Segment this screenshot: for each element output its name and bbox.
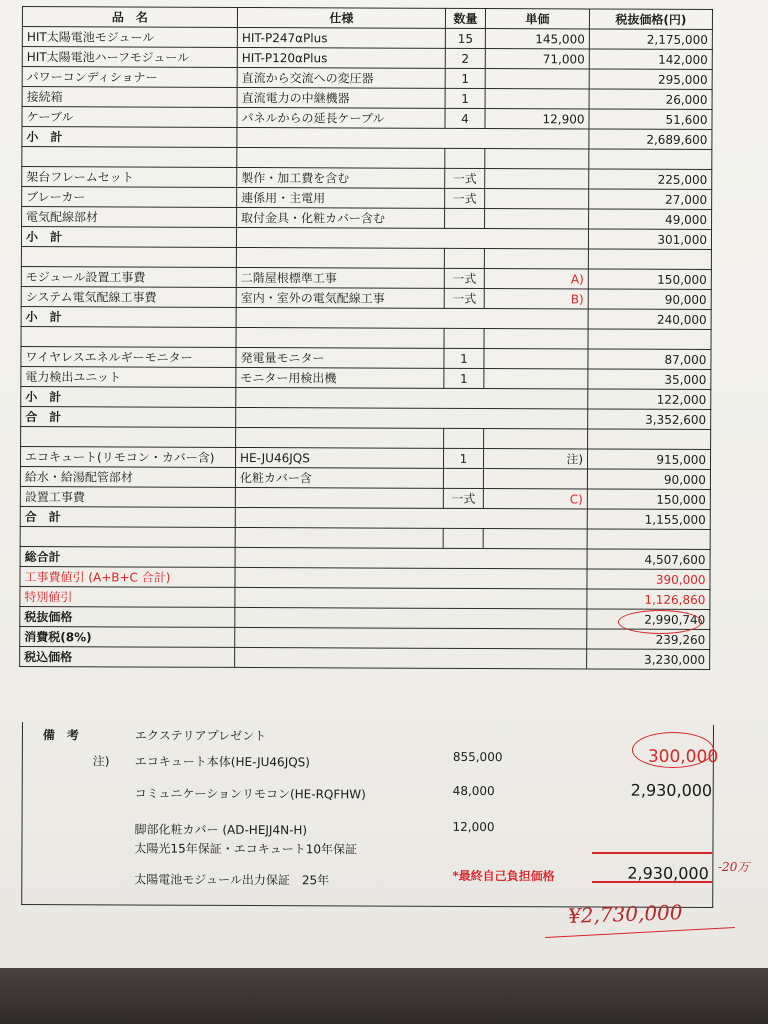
remark-present-value: 300,000 [647,746,719,768]
summary-label: 税込価格 [20,646,235,667]
spacer-cell [22,147,237,168]
item-unit-price: 12,900 [485,109,589,129]
spacer-cell [485,149,589,169]
item-qty [445,208,485,228]
item-spec: HE-JU46JQS [235,447,443,468]
item-unit-price [483,469,587,489]
item-qty: 一式 [444,288,484,308]
summary-label: 総合計 [20,546,235,567]
handwritten-underline [545,927,735,938]
item-qty: 一式 [445,168,485,188]
summary-value: 2,990,740 [587,609,710,630]
item-name: ブレーカー [22,187,237,208]
item-spec: 直流電力の中継機器 [237,87,445,108]
summary-value: 122,000 [588,389,711,410]
item-unit-price: B) [484,289,588,309]
header-name: 品 名 [22,7,237,28]
spacer-cell [483,529,587,549]
spacer-cell [444,428,484,448]
spacer-cell [236,247,444,268]
summary-value: 1,155,000 [587,509,710,530]
summary-blank [235,547,587,569]
item-spec: 直流から交流への変圧器 [237,67,445,88]
item-name: 設置工事費 [20,486,235,507]
item-qty [443,468,483,488]
table-body [20,27,713,670]
summary-blank [235,567,587,589]
item-spec: 連係用・主電用 [237,187,445,208]
header-qty: 数量 [445,8,485,28]
item-name: 電気配線部材 [22,207,237,228]
item-qty: 1 [444,368,484,388]
item-spec: HIT-P120αPlus [237,47,445,68]
summary-label: 税抜価格 [20,606,235,627]
spacer-cell [235,527,443,548]
item-name: モジュール設置工事費 [21,266,236,287]
spacer-cell [443,528,483,548]
remarks-label: 備 考 [42,728,79,743]
item-name: システム電気配線工事費 [21,286,236,307]
remark-subtotal: 2,930,000 [630,780,713,801]
item-price: 150,000 [587,489,710,510]
summary-value: 4,507,600 [587,549,710,570]
item-price: 2,175,000 [589,29,712,50]
spacer-cell [484,429,588,449]
item-spec: 取付金具・化粧カバー含む [237,207,445,228]
summary-value: 240,000 [588,309,711,330]
spacer-cell [587,529,710,550]
item-name: パワーコンディショナー [22,67,237,88]
estimate-table [19,6,713,670]
handwritten-side-note: -20万 [718,860,750,874]
item-name: エコキュート(リモコン・カバー含) [20,446,235,467]
spacer-cell [21,426,236,447]
remark-leg-cover-price: 12,000 [452,819,495,835]
item-qty: 1 [444,348,484,368]
spacer-cell [445,148,485,168]
summary-row [20,646,710,669]
item-spec: 発電量モニター [236,347,444,368]
summary-value: 3,230,000 [587,649,710,670]
spacer-cell [236,327,444,348]
item-price: 295,000 [589,69,712,90]
final-price-label: *最終自己負担価格 [452,868,555,884]
item-unit-price [484,349,588,369]
summary-label: 合 計 [21,406,236,427]
summary-blank [236,227,588,249]
item-name: ケーブル [22,107,237,128]
summary-blank [235,607,587,629]
item-name: HIT太陽電池ハーフモジュール [22,47,237,68]
item-qty: 1 [445,88,485,108]
summary-blank [235,627,587,649]
item-price: 51,600 [589,109,712,130]
remark-warranty: 太陽光15年保証・エコキュート10年保証 [134,841,358,857]
spacer-cell [444,328,484,348]
spacer-cell [588,429,711,450]
item-spec: モニター用検出機 [236,367,444,388]
item-unit-price: 145,000 [485,29,589,49]
spacer-cell [236,427,444,448]
circle-mark-discount [618,610,702,634]
spacer-cell [588,329,711,350]
summary-label: 消費税(8%) [20,626,235,647]
item-qty: 一式 [443,488,483,508]
header-price: 税抜価格(円) [589,9,712,30]
spacer-cell [21,246,236,267]
item-price: 150,000 [588,269,711,290]
item-spec: 二階屋根標準工事 [236,267,444,288]
remark-ecocute-price: 855,000 [452,749,503,765]
item-unit-price [484,369,588,389]
spacer-cell [589,149,712,170]
desk-background [0,968,768,1024]
item-name: 給水・給湯配管部材 [20,466,235,487]
item-price: 26,000 [589,89,712,110]
item-price: 27,000 [589,189,712,210]
item-price: 225,000 [589,169,712,190]
item-unit-price: C) [483,489,587,509]
final-price: 2,930,000 [627,863,709,883]
item-name: 接続箱 [22,87,237,108]
item-spec: パネルからの延長ケーブル [237,107,445,128]
header-spec: 仕様 [237,7,445,28]
item-price: 90,000 [587,469,710,490]
underline-mark-1 [592,852,712,854]
item-price: 87,000 [588,349,711,370]
item-unit-price [485,89,589,109]
remark-output-warranty: 太陽電池モジュール出力保証 25年 [134,872,330,888]
item-spec: HIT-P247αPlus [237,27,445,48]
item-unit-price [485,169,589,189]
item-name: 電力検出ユニット [21,366,236,387]
item-unit-price [485,209,589,229]
summary-blank [235,507,587,529]
summary-blank [236,307,588,329]
item-qty: 一式 [445,188,485,208]
remark-remote: コミュニケーションリモコン(HE-RQFHW) [134,786,366,802]
circle-mark-present [632,732,714,768]
item-price: 49,000 [589,209,712,230]
summary-label: 工事費値引 (A+B+C 合計) [20,566,235,587]
item-name: ワイヤレスエネルギーモニター [21,346,236,367]
item-unit-price: A) [484,269,588,289]
spacer-cell [21,326,236,347]
summary-label: 小 計 [21,227,236,248]
summary-value: 301,000 [588,229,711,250]
item-spec: 製作・加工費を含む [237,167,445,188]
spacer-cell [444,248,484,268]
item-spec: 室内・室外の電気配線工事 [236,287,444,308]
item-unit-price [485,189,589,209]
summary-blank [235,587,587,609]
summary-label: 特別値引 [20,586,235,607]
item-unit-price [485,69,589,89]
handwritten-final-price: ¥2,730,000 [567,900,683,928]
summary-value: 390,000 [587,569,710,590]
summary-blank [236,407,588,429]
present-text: エクステリアプレゼント [134,728,267,744]
summary-label: 小 計 [21,306,236,327]
item-qty: 一式 [444,268,484,288]
summary-label: 小 計 [21,386,236,407]
summary-label: 合 計 [20,506,235,527]
item-qty: 15 [445,28,485,48]
item-qty: 1 [445,68,485,88]
item-unit-price: 71,000 [485,49,589,69]
summary-blank [235,647,587,669]
note-mark: 注) [92,754,110,769]
header-unit-price: 単価 [485,9,589,29]
item-name: HIT太陽電池モジュール [22,27,237,48]
item-qty: 4 [445,108,485,128]
spacer-cell [484,249,588,269]
item-price: 90,000 [588,289,711,310]
item-spec [235,487,443,508]
item-spec: 化粧カバー含 [235,467,443,488]
spacer-cell [588,249,711,270]
item-name: 架台フレームセット [22,167,237,188]
spacer-cell [484,329,588,349]
summary-value: 3,352,600 [588,409,711,430]
item-price: 142,000 [589,49,712,70]
summary-value: 239,260 [587,629,710,650]
summary-blank [237,127,589,149]
summary-value: 1,126,860 [587,589,710,610]
summary-value: 2,689,600 [589,129,712,150]
summary-label: 小 計 [22,127,237,148]
remark-remote-price: 48,000 [452,783,495,799]
summary-blank [236,387,588,409]
item-unit-price: 注) [483,449,587,469]
underline-mark-2 [592,881,712,883]
item-price: 35,000 [588,369,711,390]
item-price: 915,000 [587,449,710,470]
remark-leg-cover: 脚部化粧カバー (AD-HEJJ4N-H) [134,822,308,838]
item-qty: 2 [445,48,485,68]
spacer-cell [20,526,235,547]
item-qty: 1 [443,448,483,468]
remark-ecocute-body: エコキュート本体(HE-JU46JQS) [134,754,311,770]
spacer-cell [237,147,445,168]
